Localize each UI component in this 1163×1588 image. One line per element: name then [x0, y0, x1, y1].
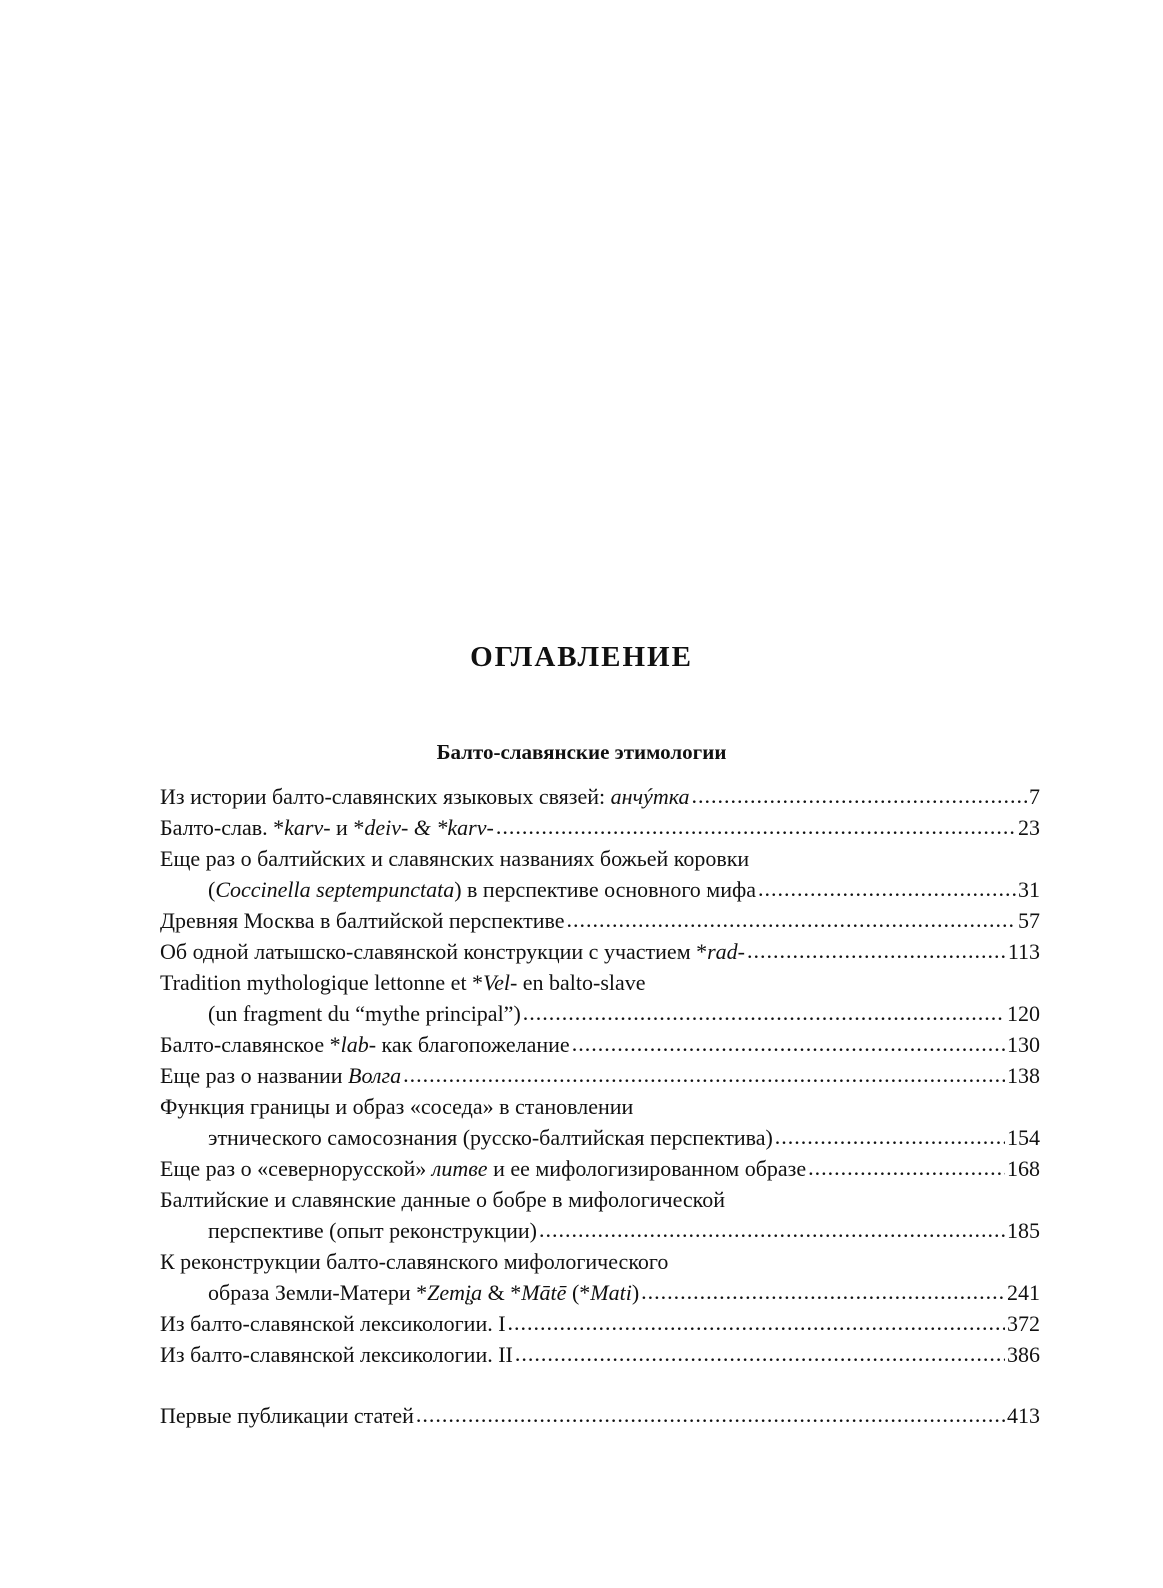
toc-entry[interactable]: Еще раз о «севернорусской» литве и ее мифологизированном образе ..... 168: [160, 1153, 1040, 1184]
page-number: 168: [1007, 1156, 1040, 1181]
toc-entry[interactable]: Балто-славянское *lab- как благопожелание ..... 130: [160, 1029, 1040, 1060]
leader-dots: [775, 1121, 1005, 1152]
toc-entry-continuation[interactable]: образа Земли-Матери *Zemį̧a & *Mātē (*Mati) ..... 241: [160, 1277, 1040, 1308]
leader-dots: [508, 1307, 1005, 1338]
toc-entry-continuation[interactable]: перспективе (опыт реконструкции) ..... 185: [160, 1215, 1040, 1246]
toc-entry[interactable]: Первые публикации статей ..... 413: [160, 1400, 1040, 1431]
toc-entry[interactable]: Функция границы и образ «соседа» в становлении: [160, 1094, 634, 1119]
page-number: 241: [1007, 1280, 1040, 1305]
page-number: 185: [1007, 1218, 1040, 1243]
section-title: Балто-славянские этимологии: [436, 740, 727, 764]
leader-dots: [572, 1028, 1005, 1059]
toc-entry[interactable]: Из балто-славянской лексикологии. I ..... 372: [160, 1308, 1040, 1339]
leader-dots: [758, 873, 1016, 904]
page-number: 23: [1018, 815, 1040, 840]
page-number: 31: [1018, 877, 1040, 902]
spacer: [160, 1370, 1040, 1400]
page-number: 120: [1007, 1001, 1040, 1026]
page-number: 57: [1018, 908, 1040, 933]
table-of-contents: [160, 781, 1040, 1431]
leader-dots: [523, 997, 1005, 1028]
page-title: ОГЛАВЛЕНИЕ: [470, 641, 693, 673]
page-number: 372: [1007, 1311, 1040, 1336]
leader-dots: [403, 1059, 1005, 1090]
page-number: 130: [1007, 1032, 1040, 1057]
leader-dots: [539, 1214, 1005, 1245]
toc-entry-continuation[interactable]: (Coccinella septempunctata) в перспективе основного мифа ..... 31: [160, 874, 1040, 905]
leader-dots: [416, 1399, 1005, 1430]
toc-entry[interactable]: Tradition mythologique lettonne et *Vel- en balto-slave: [160, 970, 646, 995]
toc-entry-continuation[interactable]: (un fragment du “mythe principal”) ..... 120: [160, 998, 1040, 1029]
page-number: 7: [1029, 784, 1040, 809]
toc-entry[interactable]: Древняя Москва в балтийской перспективе ..... 57: [160, 905, 1040, 936]
page-number: 138: [1007, 1063, 1040, 1088]
toc-entry[interactable]: Из истории балто-славянских языковых связей: анчýтка ..... 7: [160, 781, 1040, 812]
leader-dots: [515, 1338, 1005, 1369]
toc-entry-continuation[interactable]: этнического самосознания (русско-балтийская перспектива) ..... 154: [160, 1122, 1040, 1153]
leader-dots: [496, 811, 1016, 842]
leader-dots: [747, 935, 1006, 966]
toc-entry[interactable]: Еще раз о балтийских и славянских названиях божьей коровки: [160, 846, 750, 871]
toc-entry[interactable]: К реконструкции балто-славянского мифологического: [160, 1249, 669, 1274]
leader-dots: [641, 1276, 1005, 1307]
page-number: 386: [1007, 1342, 1040, 1367]
leader-dots: [567, 904, 1017, 935]
leader-dots: [808, 1152, 1005, 1183]
toc-entry[interactable]: Балтийские и славянские данные о бобре в мифологической: [160, 1187, 725, 1212]
page-number: 413: [1007, 1403, 1040, 1428]
page-number: 154: [1007, 1125, 1040, 1150]
toc-entry[interactable]: Балто-слав. *karv- и *deiv- & *karv- ..... 23: [160, 812, 1040, 843]
leader-dots: [691, 780, 1027, 811]
toc-entry[interactable]: Из балто-славянской лексикологии. II ..... 386: [160, 1339, 1040, 1370]
toc-entry[interactable]: Еще раз о названии Волга ..... 138: [160, 1060, 1040, 1091]
page-number: 113: [1007, 939, 1040, 964]
toc-entry[interactable]: Об одной латышско-славянской конструкции с участием *rad- ..... 113: [160, 936, 1040, 967]
